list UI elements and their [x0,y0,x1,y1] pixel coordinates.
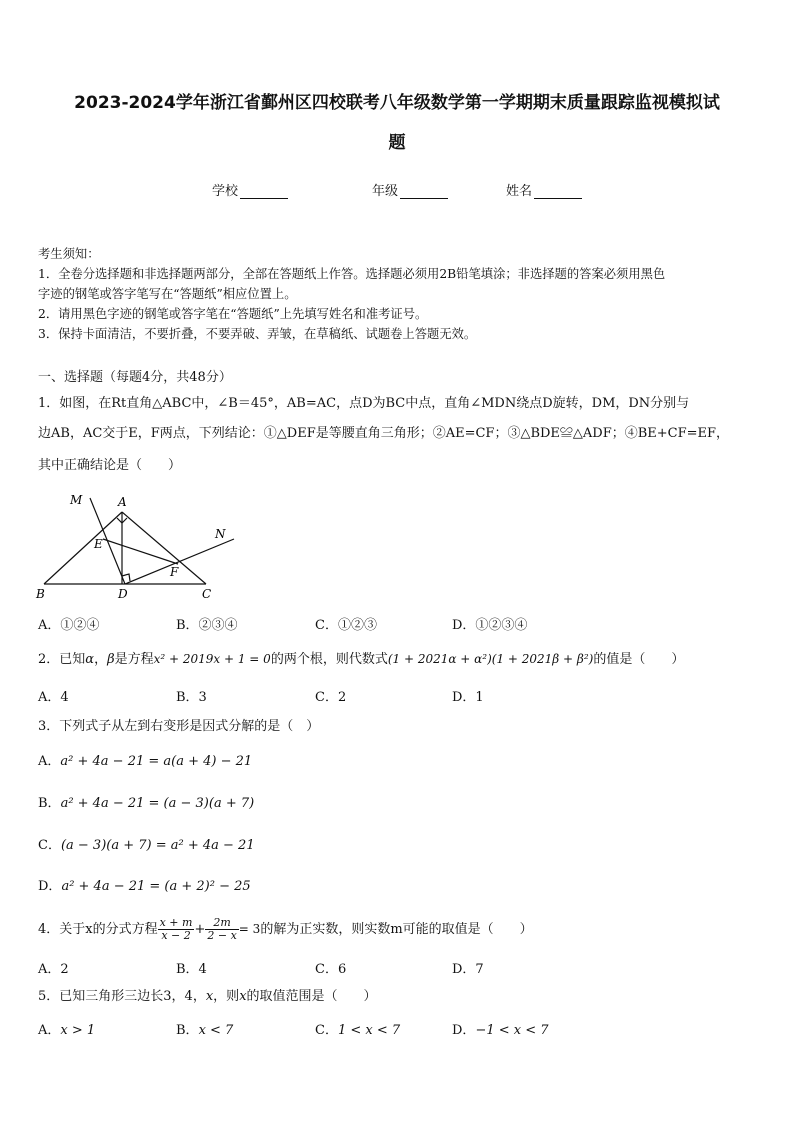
grade-label: 年级 [372,184,399,199]
q1-option-b[interactable]: B．②③④ [176,618,238,633]
page-title-line2: 题 [388,133,406,153]
q2-beta: β [107,652,115,667]
page-title-line1: 2023-2024学年浙江省鄞州区四校联考八年级数学第一学期期末质量跟踪监视模拟试 [74,93,720,113]
notice-item: 2．请用黑色字迹的钢笔或答字笔在“答题纸”上先填写姓名和准考证号。 [38,307,428,321]
q5-option-c-label: C． [315,1023,338,1038]
q2-mid: 是方程 [114,652,154,667]
label-f: F [170,565,179,579]
q3-option-b-label: B． [38,796,61,811]
q3-option-a-label: A． [38,754,61,769]
q4-prefix: 4．关于x的分式方程 [38,922,158,937]
section-title: 一、选择题（每题4分，共48分） [38,370,232,385]
q3-option-d-label: D． [38,879,62,894]
q4-option-d[interactable]: D．7 [452,962,484,977]
name-field[interactable] [506,180,582,199]
q5-option-b[interactable] [176,1019,233,1038]
q2-stem [38,649,760,670]
q5-stem [38,987,760,1007]
q3-option-a-expr: a² + 4a − 21 = a(a + 4) − 21 [60,754,253,769]
q2-equation: x² + 2019x + 1 = 0 [153,652,271,666]
q4-plus: + [194,922,206,937]
segment-ef [103,539,178,564]
label-d: D [118,587,128,601]
q4-suffix: 的解为正实数，则实数m可能的取值是（ ） [260,922,533,937]
name-label: 姓名 [506,184,533,199]
q5-option-b-expr: x < 7 [198,1023,234,1038]
q2-option-c[interactable]: C．2 [315,690,347,705]
q1-line2: 边AB，AC交于E，F两点，下列结论：①△DEF是等腰直角三角形；②AE=CF；③△BDE≌△ADF；④BE+CF=EF， [38,426,730,441]
q2-option-b[interactable]: B．3 [176,690,207,705]
label-e: E [94,537,103,551]
q5-option-c[interactable] [315,1019,400,1038]
q5-option-b-label: B． [176,1023,199,1038]
q4-stem [38,914,760,945]
q4-frac2-numerator: 2m [205,917,238,930]
q2-prefix: 2．已知 [38,652,86,667]
grade-field[interactable] [372,180,448,199]
school-label: 学校 [212,184,239,199]
label-b: B [36,587,45,601]
notice-item: 3．保持卡面清洁，不要折叠，不要弄破、弄皱，在草稿纸、试题卷上答题无效。 [38,327,477,341]
q1-option-d[interactable]: D．①②③④ [452,618,528,633]
q3-option-c[interactable] [38,836,760,856]
q5-option-a[interactable] [38,1019,95,1038]
label-m: M [70,493,83,507]
q3-option-d[interactable] [38,877,760,897]
q5-option-d-expr: −1 < x < 7 [475,1023,549,1038]
q4-option-b[interactable]: B．4 [176,962,207,977]
q3-option-a[interactable] [38,752,760,772]
notice-item: 1．全卷分选择题和非选择题两部分，全部在答题纸上作答。选择题必须用2B铅笔填涂；非选择题的答案必须用黑色 [38,267,666,281]
q3-option-b[interactable] [38,794,760,814]
q1-line3: 其中正确结论是（ ） [38,458,182,473]
school-field[interactable] [212,180,288,199]
q1-geometry-figure [30,488,250,604]
q2-option-a[interactable]: A．4 [38,690,69,705]
notice-heading: 考生须知： [38,247,100,261]
q5-stem-c: 的取值范围是（ ） [246,989,377,1004]
q1-option-a[interactable]: A．①②④ [38,618,100,633]
q4-equals: = 3 [238,922,261,936]
notice-item: 字迹的钢笔或答字笔写在“答题纸”相应位置上。 [38,287,297,301]
q5-option-a-expr: x > 1 [60,1023,96,1038]
label-c: C [202,587,212,601]
q4-fraction-1 [158,917,195,942]
exam-notice [38,244,760,344]
q2-option-d[interactable]: D．1 [452,690,484,705]
q2-suffix: 的值是（ ） [593,652,685,667]
q4-fraction-2 [205,917,238,942]
q3-stem: 3．下列式子从左到右变形是因式分解的是（ ） [38,719,320,734]
q4-frac1-numerator: x + m [159,916,193,929]
q1-line1: 1．如图，在Rt直角△ABC中，∠B＝45°，AB=AC，点D为BC中点，直角∠MDN绕点D旋转，DM，DN分别与 [38,396,690,411]
label-n: N [215,527,226,541]
label-a: A [118,495,127,509]
q5-var: x [205,989,214,1004]
q1-option-c[interactable]: C．①②③ [315,618,377,633]
q5-option-c-expr: 1 < x < 7 [337,1023,401,1038]
ray-dn [125,539,234,584]
q3-option-c-expr: (a − 3)(a + 7) = a² + 4a − 21 [60,838,255,853]
q3-option-d-expr: a² + 4a − 21 = (a + 2)² − 25 [61,879,251,894]
segment-ac [122,512,206,584]
q2-expression: (1 + 2021α + α²)(1 + 2021β + β²) [387,652,594,666]
q5-option-d[interactable] [452,1019,549,1038]
q5-option-a-label: A． [38,1023,61,1038]
q4-frac2-denominator: 2 − x [207,929,237,942]
q3-option-b-expr: a² + 4a − 21 = (a − 3)(a + 7) [60,796,255,811]
q5-stem-b: ，则 [213,989,240,1004]
q4-option-c[interactable]: C．6 [315,962,347,977]
q2-mid2: 的两个根，则代数式 [270,652,388,667]
q5-var2: x [239,989,247,1004]
q5-option-d-label: D． [452,1023,476,1038]
q4-option-a[interactable]: A．2 [38,962,69,977]
q3-option-c-label: C． [38,838,61,853]
q2-alpha: α [85,652,95,667]
q2-sep: ， [94,652,108,667]
q4-frac1-denominator: x − 2 [161,929,191,942]
q5-stem-a: 5．已知三角形三边长3，4， [38,989,206,1004]
